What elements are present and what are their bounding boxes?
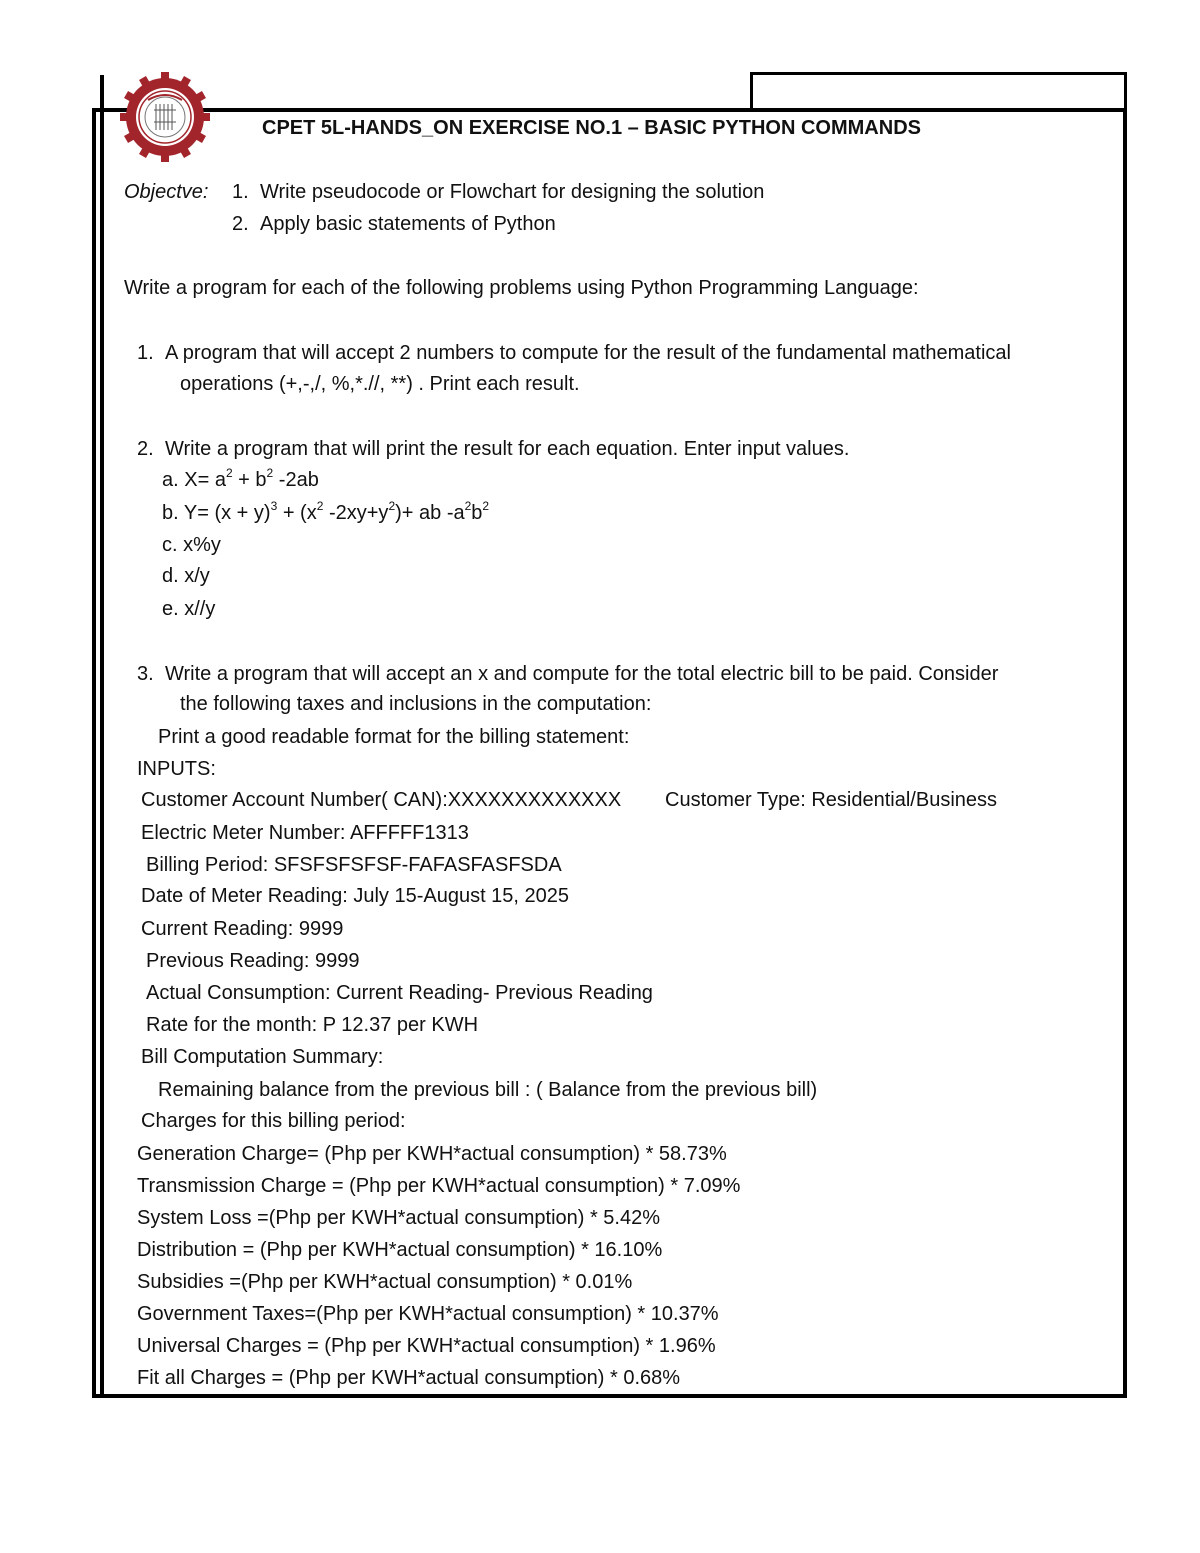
charge-generation: Generation Charge= (Php per KWH*actual consumption) * 58.73%: [137, 1143, 727, 1165]
charge-government-taxes: Government Taxes=(Php per KWH*actual consumption) * 10.37%: [137, 1303, 719, 1325]
bill-summary-label: Bill Computation Summary:: [141, 1046, 384, 1068]
equation-b: [162, 501, 489, 525]
eq-b-sup: 2: [482, 499, 490, 514]
date-of-meter-reading: Date of Meter Reading: July 15-August 15, 2025: [141, 885, 570, 907]
problem-3-num: 3.: [137, 663, 154, 685]
charge-subsidies: Subsidies =(Php per KWH*actual consumption) * 0.01%: [137, 1271, 633, 1293]
objective-text-1: Write pseudocode or Flowchart for designing the solution: [260, 181, 765, 203]
inputs-label: INPUTS:: [137, 758, 216, 780]
eq-b-sup: 2: [388, 499, 396, 514]
eq-a-part: -2ab: [273, 469, 319, 491]
eq-a-part: + b: [232, 469, 267, 491]
customer-account-number: Customer Account Number( CAN):XXXXXXXXXXXXX: [141, 789, 622, 811]
customer-type: Customer Type: Residential/Business: [665, 789, 998, 811]
seal-icon: [118, 70, 212, 164]
equation-c: c. x%y: [162, 534, 221, 556]
eq-a-part: a. X= a: [162, 469, 226, 491]
problem-3-line-1: Write a program that will accept an x and compute for the total electric bill to be paid. Consider: [165, 663, 999, 685]
eq-b-part: )+ ab -a: [395, 502, 465, 524]
eq-b-sup: 2: [464, 499, 472, 514]
charge-system-loss: System Loss =(Php per KWH*actual consumption) * 5.42%: [137, 1207, 661, 1229]
previous-reading: Previous Reading: 9999: [146, 950, 360, 972]
frame-left-inner: [92, 108, 96, 1398]
eq-b-part: b: [471, 502, 483, 524]
intro-text: Write a program for each of the following problems using Python Programming Language:: [124, 277, 919, 299]
charges-label: Charges for this billing period:: [141, 1110, 406, 1132]
problem-1-num: 1.: [137, 342, 154, 364]
document-title: CPET 5L-HANDS_ON EXERCISE NO.1 – BASIC PYTHON COMMANDS: [262, 117, 921, 139]
rate-for-month: Rate for the month: P 12.37 per KWH: [146, 1014, 479, 1036]
frame-right: [1123, 108, 1127, 1398]
objective-num-1: 1.: [232, 181, 249, 203]
eq-b-part: -2xy+y: [323, 502, 389, 524]
problem-1-line-2: operations (+,-,/, %,*.//, **) . Print each result.: [180, 373, 580, 395]
charge-distribution: Distribution = (Php per KWH*actual consumption) * 16.10%: [137, 1239, 663, 1261]
eq-b-part: + (x: [277, 502, 317, 524]
billing-period: Billing Period: SFSFSFSFSF-FAFASFASFSDA: [146, 854, 562, 876]
eq-a-sup: 2: [266, 466, 274, 481]
actual-consumption: Actual Consumption: Current Reading- Previous Reading: [146, 982, 653, 1004]
eq-b-sup: 2: [316, 499, 324, 514]
eq-a-sup: 2: [225, 466, 233, 481]
current-reading: Current Reading: 9999: [141, 918, 344, 940]
remaining-balance: Remaining balance from the previous bill : ( Balance from the previous bill): [158, 1079, 818, 1101]
equation-e: e. x//y: [162, 598, 216, 620]
eq-b-sup: 3: [270, 499, 278, 514]
problem-3-line-3: Print a good readable format for the billing statement:: [158, 726, 630, 748]
charge-fit-all: Fit all Charges = (Php per KWH*actual consumption) * 0.68%: [137, 1367, 681, 1389]
electric-meter-number: Electric Meter Number: AFFFFF1313: [141, 822, 469, 844]
equation-a: [162, 468, 319, 492]
frame-left-outer: [100, 75, 104, 1397]
objective-num-2: 2.: [232, 213, 249, 235]
frame-bottom: [92, 1394, 1127, 1398]
problem-3-line-2: the following taxes and inclusions in the computation:: [180, 693, 652, 715]
objective-text-2: Apply basic statements of Python: [260, 213, 556, 235]
charge-universal: Universal Charges = (Php per KWH*actual consumption) * 1.96%: [137, 1335, 716, 1357]
equation-d: d. x/y: [162, 565, 210, 587]
problem-1-line-1: A program that will accept 2 numbers to compute for the result of the fundamental mathematical: [165, 342, 1011, 364]
problem-2-text: Write a program that will print the result for each equation. Enter input values.: [165, 438, 850, 460]
charge-transmission: Transmission Charge = (Php per KWH*actual consumption) * 7.09%: [137, 1175, 741, 1197]
objective-label: Objectve:: [124, 181, 209, 203]
eq-b-part: b. Y= (x + y): [162, 502, 271, 524]
header-box: [750, 72, 1127, 112]
problem-2-num: 2.: [137, 438, 154, 460]
